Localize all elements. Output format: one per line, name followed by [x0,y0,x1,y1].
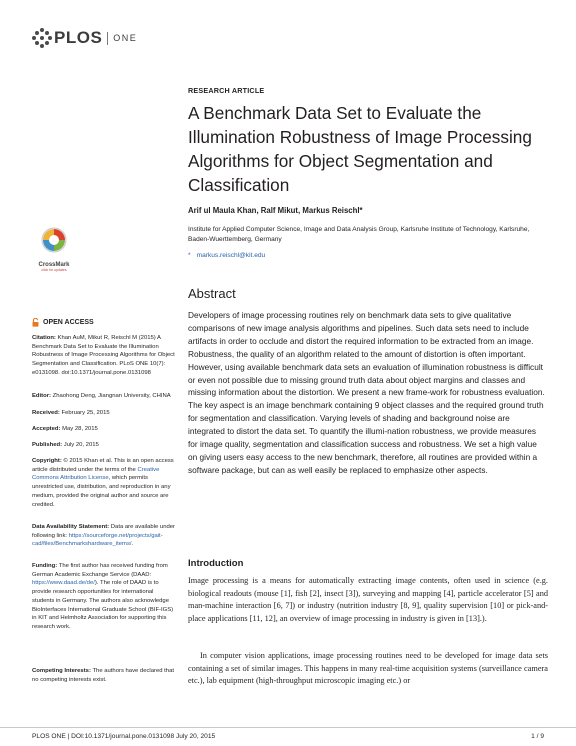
received-date [32,409,176,418]
accepted-text: May 28, 2015 [62,426,98,432]
data-availability-label: Data Availability Statement: [32,524,110,530]
editor-text: Zhaohong Deng, Jiangnan University, CHINA [52,393,171,399]
competing-interests-text: The authors have declared that no competing interests exist. [32,668,174,683]
data-availability-pre: Data are available under following link: [32,524,175,539]
funding-link[interactable]: https://www.daad.de/de/ [32,580,95,587]
intro-paragraph: Image processing is a means for automatically extracting image contents, often used in science (e.g. biological readouts (mouse [1], fish [2], insect [3]), surveying and mapping [4], particle accelerator [5] and man-machine interaction [6, 7]) or industry (nutrition industry [8, 9], quality supervision [10] or pick-and-place applications [11, 12], an overview of image processing in industry is given in [13].). [188,576,548,623]
article-type: RESEARCH ARTICLE [188,86,265,95]
crossmark-icon [40,226,68,256]
published-date [32,441,176,450]
email-marker: * [188,252,191,259]
data-availability-post: . [131,541,134,548]
license-link[interactable]: Creative Commons Attribution License [32,466,160,482]
crossmark-label: CrossMark [38,262,70,268]
copyright [32,457,176,509]
copyright-post: , which permits unrestricted use, distribution, and reproduction in any medium, provided the original author and source are credited. [32,475,171,508]
corresponding-email [188,252,265,259]
plos-dots-icon [32,28,52,48]
citation-text: Khan AuM, Mikut R, Reischl M (2015) A Benchmark Data Set to Evaluate the Illumination Robustness of Image Processing Algorithms for Object Segmentation and Classification. PLoS ONE 10(7): e0131098. doi:10.1371/journal.pone.0131098 [32,335,175,376]
page-footer [32,733,544,740]
received-text: February 25, 2015 [61,410,110,416]
abstract-heading: Abstract [188,286,236,301]
logo-divider [107,32,108,45]
affiliation: Institute for Applied Computer Science, Image and Data Analysis Group, Karlsruhe Institute of Technology, Karlsruhe, Baden-Wuerttemberg, Germany [188,226,530,243]
intro-paragraph: In computer vision applications, image processing routines need to be developed for image data sets containing a set of similar images. This happens in many real-time acquisition systems (surveillance camera etc.), lab equipment (high-throughput microscopic imaging etc.) or [188,651,548,685]
funding-pre: The first author has received funding from German Academic Exchange Service (DAAD: [32,563,168,578]
editor-label: Editor: [32,393,51,399]
email-link[interactable]: markus.reischl@kit.edu [196,252,266,259]
received-label: Received: [32,410,60,416]
open-lock-icon [32,318,39,327]
published-label: Published: [32,442,63,448]
crossmark-badge[interactable] [34,226,74,272]
citation [32,334,176,378]
footer-rule [0,727,576,728]
author-list: Arif ul Maula Khan, Ralf Mikut, Markus Reischl* [188,206,363,215]
competing-interests-label: Competing Interests: [32,668,91,674]
open-access-badge [32,318,94,327]
abstract-text: Developers of image processing routines rely on benchmark data sets to give qualitative comparisons of new image analysis algorithms and pipelines. Such data sets need to include artifacts in order to occlude and distort the required information to be extracted from an image. Robustness, the quality of an algorithm related to the amount of distortion is often important. However, using available benchmark data sets an evaluation of illumination robustness is difficult or even not possible due to missing ground truth data about object margins and classes and missing information about the distortion. We present a new frame-work for robustness evaluation. The key aspect is an image benchmark containing 9 object classes and the required ground truth for segmentation and classification. Varying levels of shading and background noise are integrated to distort the data set. To quantify the illumi-nation robustness, we provide measures for image quality, segmentation and classification success and robustness. We set a high value on giving users easy access to the new benchmark, therefore, all routines are provided within a software package, but can as well easily be replaced to emphasize other aspects. [188,310,545,475]
crossmark-sublabel: click for updates [41,268,67,272]
funding [32,562,176,632]
data-availability [32,523,176,549]
plos-one-logo[interactable] [32,28,137,48]
competing-interests [32,667,176,684]
introduction-heading: Introduction [188,558,244,569]
published-text: July 20, 2015 [63,442,99,448]
copyright-label: Copyright: [32,458,62,464]
accepted-date [32,425,176,434]
editor [32,392,176,401]
accepted-label: Accepted: [32,426,61,432]
logo-subtext: ONE [113,33,138,43]
page-number: 1 / 9 [531,733,544,740]
open-access-label: OPEN ACCESS [43,319,94,326]
logo-text: PLOS [54,28,103,47]
footer-citation: PLOS ONE | DOI:10.1371/journal.pone.0131098 July 20, 2015 [32,733,216,740]
article-title: A Benchmark Data Set to Evaluate the Illumination Robustness of Image Processing Algorithms for Object Segmentation and Classification [188,103,532,195]
funding-label: Funding: [32,563,58,569]
citation-label: Citation: [32,335,56,341]
funding-post: ). The role of DAAD is to provide research opportunities for international students in Germany. The authors also acknowledge BioInterfaces International Graduate School (BIF-IGS) in KIT and Helmholtz Association for supporting this research work. [32,580,174,630]
copyright-pre: © 2015 Khan et al. This is an open access article distributed under the terms of the [32,458,174,473]
data-link[interactable]: https://sourceforge.net/projects/gait-cad/files/Benchmarkshardware_items/ [32,532,163,548]
